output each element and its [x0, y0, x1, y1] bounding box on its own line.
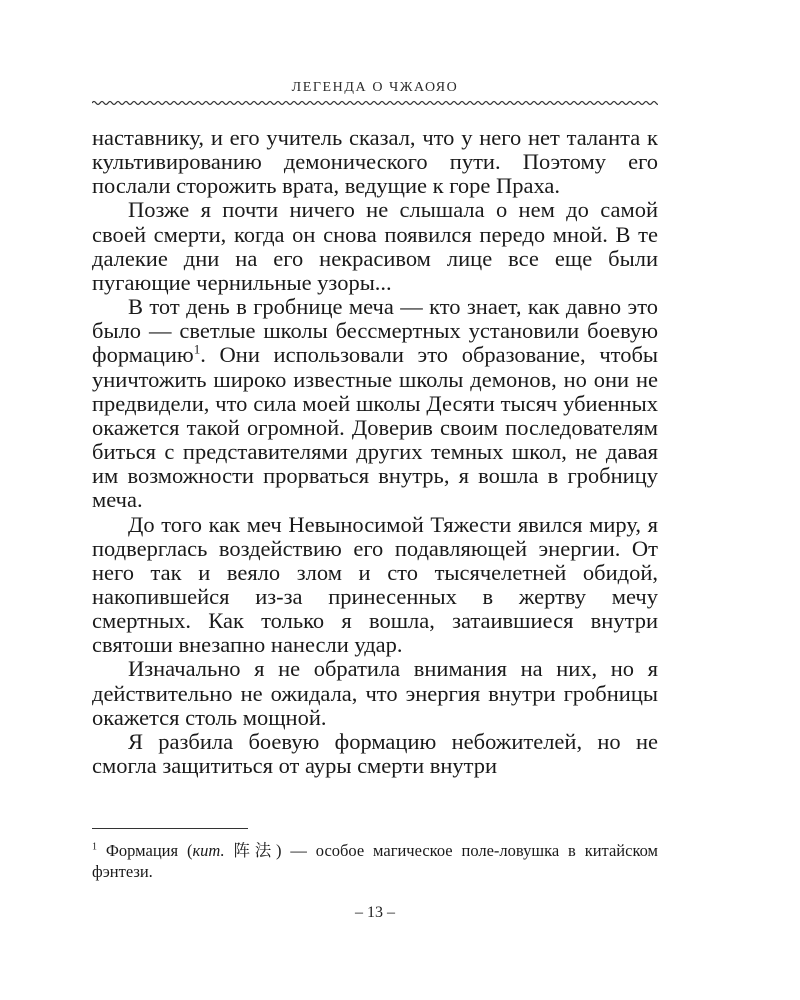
footnote-divider [92, 828, 248, 829]
paragraph-3-text-a: В тот день в гробнице меча — кто знает, как давно это было — светлые школы бессмертных установили боевую формацию [92, 294, 658, 368]
footnote-mark: 1 [92, 841, 97, 853]
footnote-text: особое магическое поле-ловушка в китайском фэнтези. [92, 841, 658, 881]
paragraph-3-text-b: Они использовали это образование, чтобы уничтожить широко известные школы демонов, но они не предвидели, что сила моей школы Десяти тысяч убиенных окажется такой огромной. Доверив своим последователям биться с представителями других темных школ, не давая им возможности прорваться внутрь, я вошла в гробницу меча. [92, 342, 659, 513]
header-wavy-rule [92, 99, 658, 107]
footnote-lang-abbr: кит. [192, 841, 225, 860]
running-head-title: ЛЕГЕНДА О ЧЖАОЯО [291, 80, 459, 95]
footnote-hanzi: 阵法) — [224, 841, 316, 860]
body-text [92, 126, 658, 778]
footnote-term: Формация ( [105, 841, 193, 860]
paragraph-4: До того как меч Невыносимой Тяжести явился миру, я подверглась воздействию его подавляющей энергии. От него так и веяло злом и сто тысячелетней обидой, накопившейся из-за принесенных в жертву мечу смертных. Как только я вошла, затаившиеся внутри святоши внезапно нанесли удар. [92, 511, 658, 658]
paragraph-5: Изначально я не обратила внимания на них, но я действительно не ожидала, что энергия внутри гробницы окажется столь мощной. [92, 656, 658, 730]
page-number: – 13 – [355, 904, 395, 921]
footnote-reference[interactable]: 1 [193, 341, 201, 357]
paragraph-1: наставнику, и его учитель сказал, что у него нет таланта к культивированию демонического пути. Поэтому его послали сторожить врата, ведущие к горе Праха. [92, 125, 658, 199]
paragraph-2: Позже я почти ничего не слышала о нем до самой своей смерти, когда он снова появился передо мной. В те далекие дни на его некрасивом лице все еще были пугающие чернильные узоры... [92, 197, 658, 295]
footnote [92, 840, 658, 882]
paragraph-3: В тот день в гробнице меча — кто знает, как давно это было — светлые школы бессмертных установили боевую формацию$^1$. Они использовали это образование, чтобы уничтожить широко известные школы демонов, но они не предвидели, что сила моей школы Десяти тысяч убиенных окажется такой огромной. Доверив своим последователям биться с представителями других темных школ, не давая им возможности прорваться внутрь, я вошла в гробницу меча. [92, 294, 659, 513]
paragraph-6: Я разбила боевую формацию небожителей, но не смогла защититься от ауры смерти внутри [92, 728, 658, 779]
